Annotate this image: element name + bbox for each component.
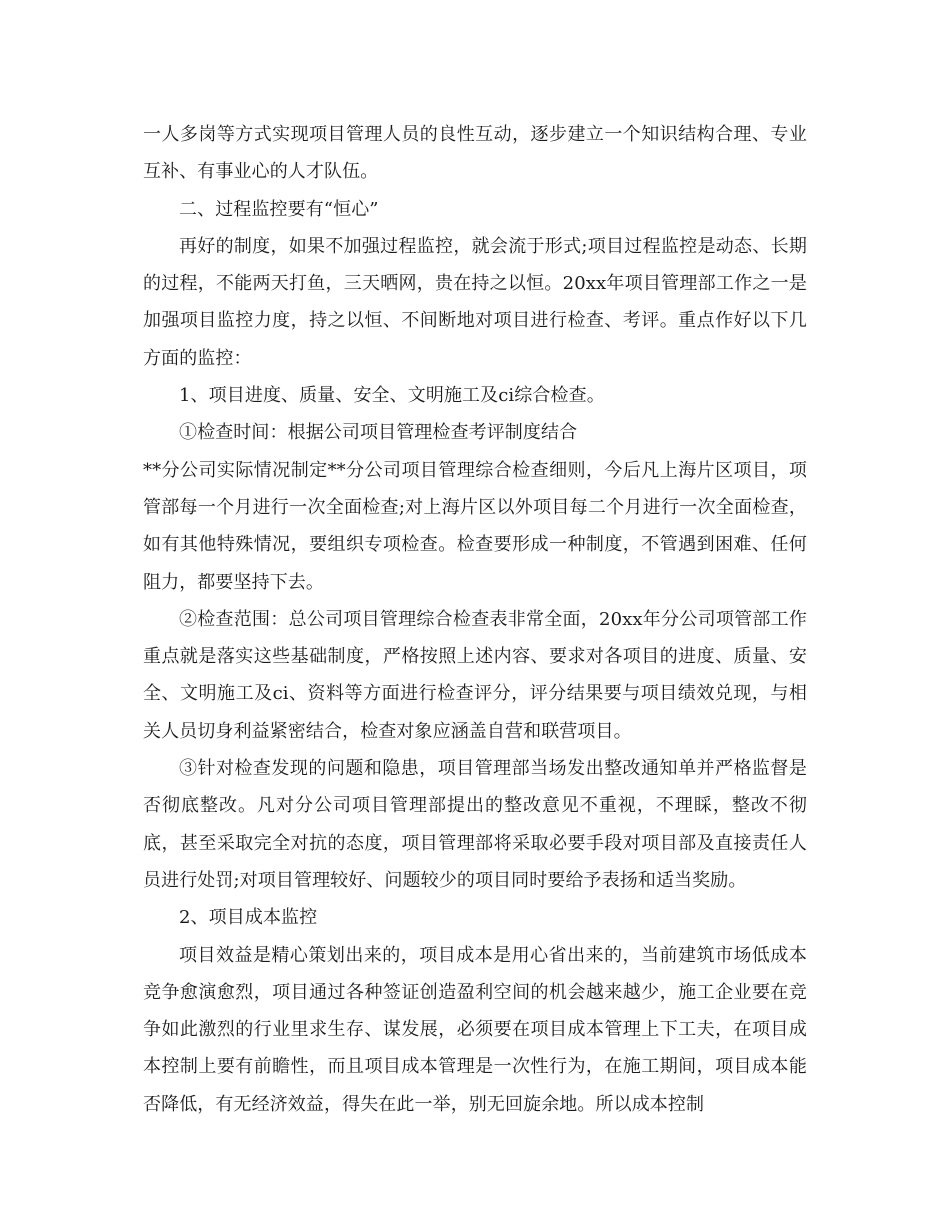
subheading-cost-monitoring: 2、项目成本监控: [179, 907, 318, 929]
item-rectification: ③针对检查发现的问题和隐患，项目管理部当场发出整改通知单并严格监督是否彻底整改。凡对分公司项目管理部提出的整改意见不重视，不理睬，整改不彻底，甚至采取完全对抗的态度，项目管理部将采取必要手段对项目部及直接责任人员进行处罚;对项目管理较好、问题较少的项目同时要给予表扬和适当奖励。: [143, 758, 807, 891]
paragraph-monitoring-intro: 再好的制度，如果不加强过程监控，就会流于形式;项目过程监控是动态、长期的过程，不能两天打鱼，三天晒网，贵在持之以恒。20xx年项目管理部工作之一是加强项目监控力度，持之以恒、不间断地对项目进行检查、考评。重点作好以下几方面的监控：: [143, 235, 807, 369]
item-inspection-time: ①检查时间：根据公司项目管理检查考评制度结合: [179, 422, 578, 444]
paragraph-staffing: 一人多岗等方式实现项目管理人员的良性互动，逐步建立一个知识结构合理、专业互补、有事业心的人才队伍。: [143, 124, 807, 183]
subheading-comprehensive-inspection: 1、项目进度、质量、安全、文明施工及ci综合检查。: [179, 385, 605, 407]
paragraph-cost-control: 项目效益是精心策划出来的，项目成本是用心省出来的，当前建筑市场低成本竞争愈演愈烈，项目通过各种签证创造盈利空间的机会越来越少，施工企业要在竞争如此激烈的行业里求生存、谋发展，必须要在项目成本管理上下工夫，在项目成本控制上要有前瞻性，而且项目成本管理是一次性行为，在施工期间，项目成本能否降低，有无经济效益，得失在此一举，别无回旋余地。所以成本控制: [143, 944, 807, 1115]
document-body: [143, 116, 807, 1123]
paragraph-inspection-rules: **分公司实际情况制定**分公司项目管理综合检查细则，今后凡上海片区项目，项管部每一个月进行一次全面检查;对上海片区以外项目每二个月进行一次全面检查，如有其他特殊情况，要组织专项检查。检查要形成一种制度，不管遇到困难、任何阻力，都要坚持下去。: [143, 459, 807, 593]
item-inspection-scope: ②检查范围：总公司项目管理综合检查表非常全面，20xx年分公司项管部工作重点就是落实这些基础制度，严格按照上述内容、要求对各项目的进度、质量、安全、文明施工及ci、资料等方面进行检查评分，评分结果要与项目绩效兑现，与相关人员切身利益紧密结合，检查对象应涵盖自营和联营项目。: [143, 608, 807, 742]
section-heading-process-monitoring: 二、过程监控要有“恒心”: [179, 198, 379, 220]
